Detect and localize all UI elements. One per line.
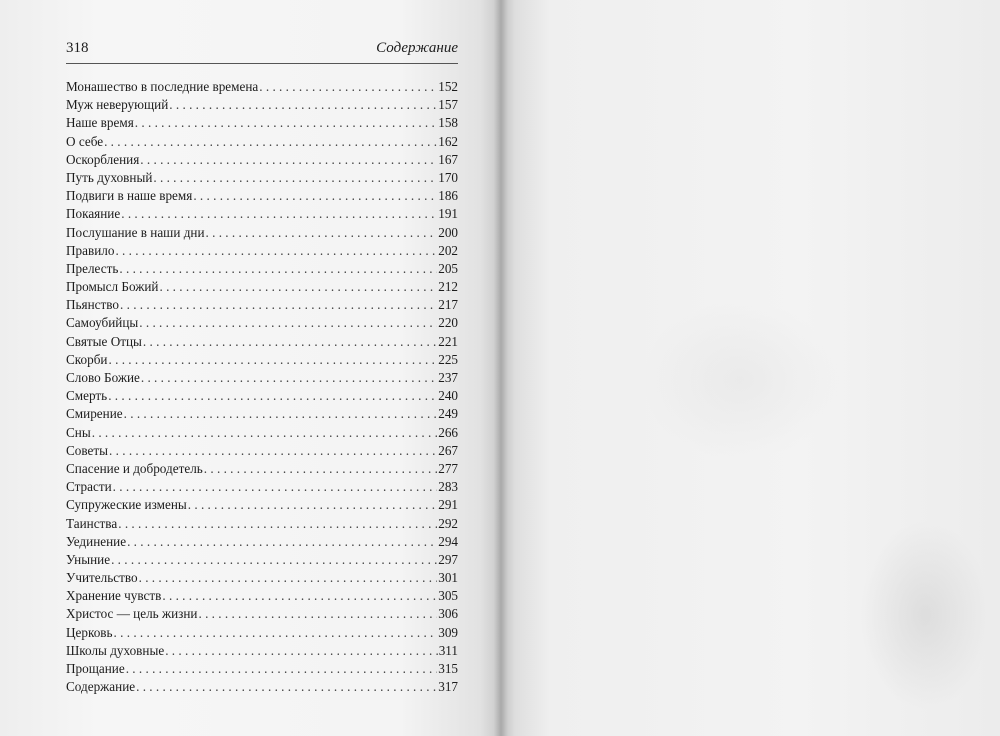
toc-entry	[66, 496, 458, 514]
toc-entry	[66, 133, 458, 151]
dot-leader	[108, 387, 437, 405]
dot-leader	[121, 205, 437, 223]
toc-entry-page: 306	[438, 606, 458, 622]
toc-entry-title: Таинства	[66, 515, 118, 531]
toc-entry-title: Подвиги в наше время	[66, 188, 193, 204]
toc-entry-title: Прелесть	[66, 260, 119, 276]
toc-entry-title: Супружеские измены	[66, 497, 187, 513]
toc-entry-page: 152	[438, 79, 458, 94]
dot-leader	[206, 224, 438, 242]
toc-entry-page: 202	[438, 242, 458, 258]
page-smudge	[640, 300, 840, 460]
toc-entry-page: 311	[438, 642, 458, 658]
toc-entry-page: 317	[438, 679, 458, 695]
toc-entry-title: Муж неверующий	[66, 97, 169, 113]
toc-entry	[66, 333, 458, 351]
dot-leader	[153, 169, 437, 187]
toc-entry-page: 225	[438, 351, 458, 367]
dot-leader	[119, 260, 437, 278]
toc-entry-title: Содержание	[66, 679, 136, 695]
running-title: Содержание	[376, 40, 458, 56]
toc-entry	[66, 405, 458, 423]
dot-leader	[113, 478, 438, 496]
dot-leader	[104, 133, 437, 151]
page-number: 318	[66, 40, 89, 56]
dot-leader	[111, 551, 437, 569]
toc-entry-page: 301	[438, 570, 458, 586]
toc-entry	[66, 387, 458, 405]
toc-entry	[66, 515, 458, 533]
dot-leader	[109, 442, 437, 460]
dot-leader	[193, 187, 437, 205]
toc-entry	[66, 642, 458, 660]
toc-entry	[66, 169, 458, 187]
toc-entry	[66, 678, 458, 696]
dot-leader	[118, 515, 437, 533]
dot-leader	[143, 333, 437, 351]
toc-entry-page: 283	[438, 479, 458, 495]
toc-entry-title: Страсти	[66, 479, 112, 495]
toc-entry-title: Сны	[66, 424, 91, 440]
toc-entry-title: Уединение	[66, 533, 127, 549]
toc-entry-title: Слово Божие	[66, 370, 140, 385]
toc-entry-title: Прощание	[66, 661, 125, 676]
toc-entry-title: Послушание в наши дни	[66, 224, 205, 240]
toc-entry-page: 200	[438, 224, 458, 240]
toc-entry	[66, 569, 458, 587]
toc-entry	[66, 369, 458, 387]
toc-entry	[66, 187, 458, 205]
table-of-contents	[66, 78, 458, 696]
toc-entry-page: 297	[438, 551, 458, 567]
dot-leader	[259, 78, 437, 96]
toc-entry	[66, 78, 458, 96]
dot-leader	[109, 351, 438, 369]
toc-entry-title: Смирение	[66, 406, 123, 422]
toc-entry-title: Скорби	[66, 351, 108, 367]
header-rule	[66, 63, 458, 64]
toc-entry-title: Пьянство	[66, 297, 120, 313]
toc-entry-page: 191	[438, 206, 458, 222]
toc-entry-page: 170	[438, 169, 458, 185]
toc-entry	[66, 660, 458, 678]
toc-entry-page: 309	[438, 624, 458, 640]
dot-leader	[188, 496, 437, 514]
toc-entry	[66, 351, 458, 369]
toc-entry-title: Церковь	[66, 624, 113, 640]
toc-entry	[66, 478, 458, 496]
toc-entry-title: Школы духовные	[66, 642, 165, 658]
page-header	[66, 40, 458, 62]
toc-entry	[66, 151, 458, 169]
toc-entry-title: Оскорбления	[66, 151, 140, 167]
toc-entry	[66, 624, 458, 642]
toc-entry	[66, 533, 458, 551]
toc-entry-page: 291	[438, 497, 458, 513]
toc-entry-title: Покаяние	[66, 206, 121, 222]
toc-entry	[66, 442, 458, 460]
dot-leader	[114, 624, 438, 642]
toc-entry-title: Наше время	[66, 115, 134, 131]
toc-entry	[66, 260, 458, 278]
toc-entry-page: 249	[438, 406, 458, 422]
dot-leader	[115, 242, 437, 260]
toc-entry	[66, 114, 458, 132]
dot-leader	[127, 533, 437, 551]
dot-leader	[165, 642, 438, 660]
toc-entry-page: 162	[438, 133, 458, 149]
toc-entry-page: 221	[438, 333, 458, 349]
toc-entry-page: 292	[438, 515, 458, 531]
toc-entry-title: Путь духовный	[66, 169, 153, 185]
dot-leader	[124, 405, 438, 423]
toc-entry-page: 237	[438, 370, 458, 385]
toc-entry-page: 220	[438, 315, 458, 331]
toc-entry-page: 158	[438, 115, 458, 131]
toc-entry	[66, 224, 458, 242]
toc-entry-title: Промысл Божий	[66, 279, 159, 295]
toc-entry-page: 294	[438, 533, 458, 549]
toc-entry	[66, 296, 458, 314]
toc-entry-title: Правило	[66, 242, 115, 258]
toc-entry-page: 186	[438, 188, 458, 204]
dot-leader	[140, 151, 437, 169]
dot-leader	[139, 314, 437, 332]
dot-leader	[162, 587, 437, 605]
dot-leader	[120, 296, 437, 314]
toc-entry-page: 157	[438, 97, 458, 113]
toc-entry	[66, 587, 458, 605]
toc-entry-title: Спасение и добродетель	[66, 460, 203, 476]
dot-leader	[126, 660, 438, 678]
toc-entry-title: Христос — цель жизни	[66, 606, 198, 622]
toc-entry-title: Монашество в последние времена	[66, 79, 259, 94]
toc-entry	[66, 242, 458, 260]
toc-entry	[66, 278, 458, 296]
dot-leader	[92, 424, 438, 442]
toc-entry-page: 205	[438, 260, 458, 276]
toc-entry	[66, 424, 458, 442]
toc-entry	[66, 205, 458, 223]
dot-leader	[169, 96, 437, 114]
dot-leader	[135, 114, 437, 132]
toc-entry	[66, 314, 458, 332]
toc-entry-title: Святые Отцы	[66, 333, 142, 349]
dot-leader	[141, 369, 437, 387]
toc-entry-title: О себе	[66, 133, 104, 149]
toc-entry-title: Учительство	[66, 570, 138, 586]
toc-entry-page: 240	[438, 388, 458, 404]
toc-entry-title: Уныние	[66, 551, 111, 567]
toc-entry-page: 212	[438, 279, 458, 295]
dot-leader	[159, 278, 437, 296]
toc-entry-page: 277	[438, 460, 458, 476]
toc-entry-page: 167	[438, 151, 458, 167]
dot-leader	[136, 678, 437, 696]
toc-entry-page: 217	[438, 297, 458, 313]
toc-entry	[66, 605, 458, 623]
toc-entry-title: Самоубийцы	[66, 315, 139, 331]
toc-entry-title: Хранение чувств	[66, 588, 162, 604]
toc-entry-page: 305	[438, 588, 458, 604]
page-smudge	[860, 520, 990, 710]
dot-leader	[198, 605, 437, 623]
right-page	[500, 0, 1000, 736]
toc-entry-page: 267	[438, 442, 458, 458]
toc-entry-title: Советы	[66, 442, 109, 458]
toc-entry	[66, 551, 458, 569]
toc-entry-page: 315	[438, 661, 458, 676]
book-gutter	[494, 0, 508, 736]
toc-entry	[66, 96, 458, 114]
dot-leader	[204, 460, 437, 478]
dot-leader	[139, 569, 438, 587]
toc-entry-title: Смерть	[66, 388, 108, 404]
toc-entry-page: 266	[438, 424, 458, 440]
toc-entry	[66, 460, 458, 478]
